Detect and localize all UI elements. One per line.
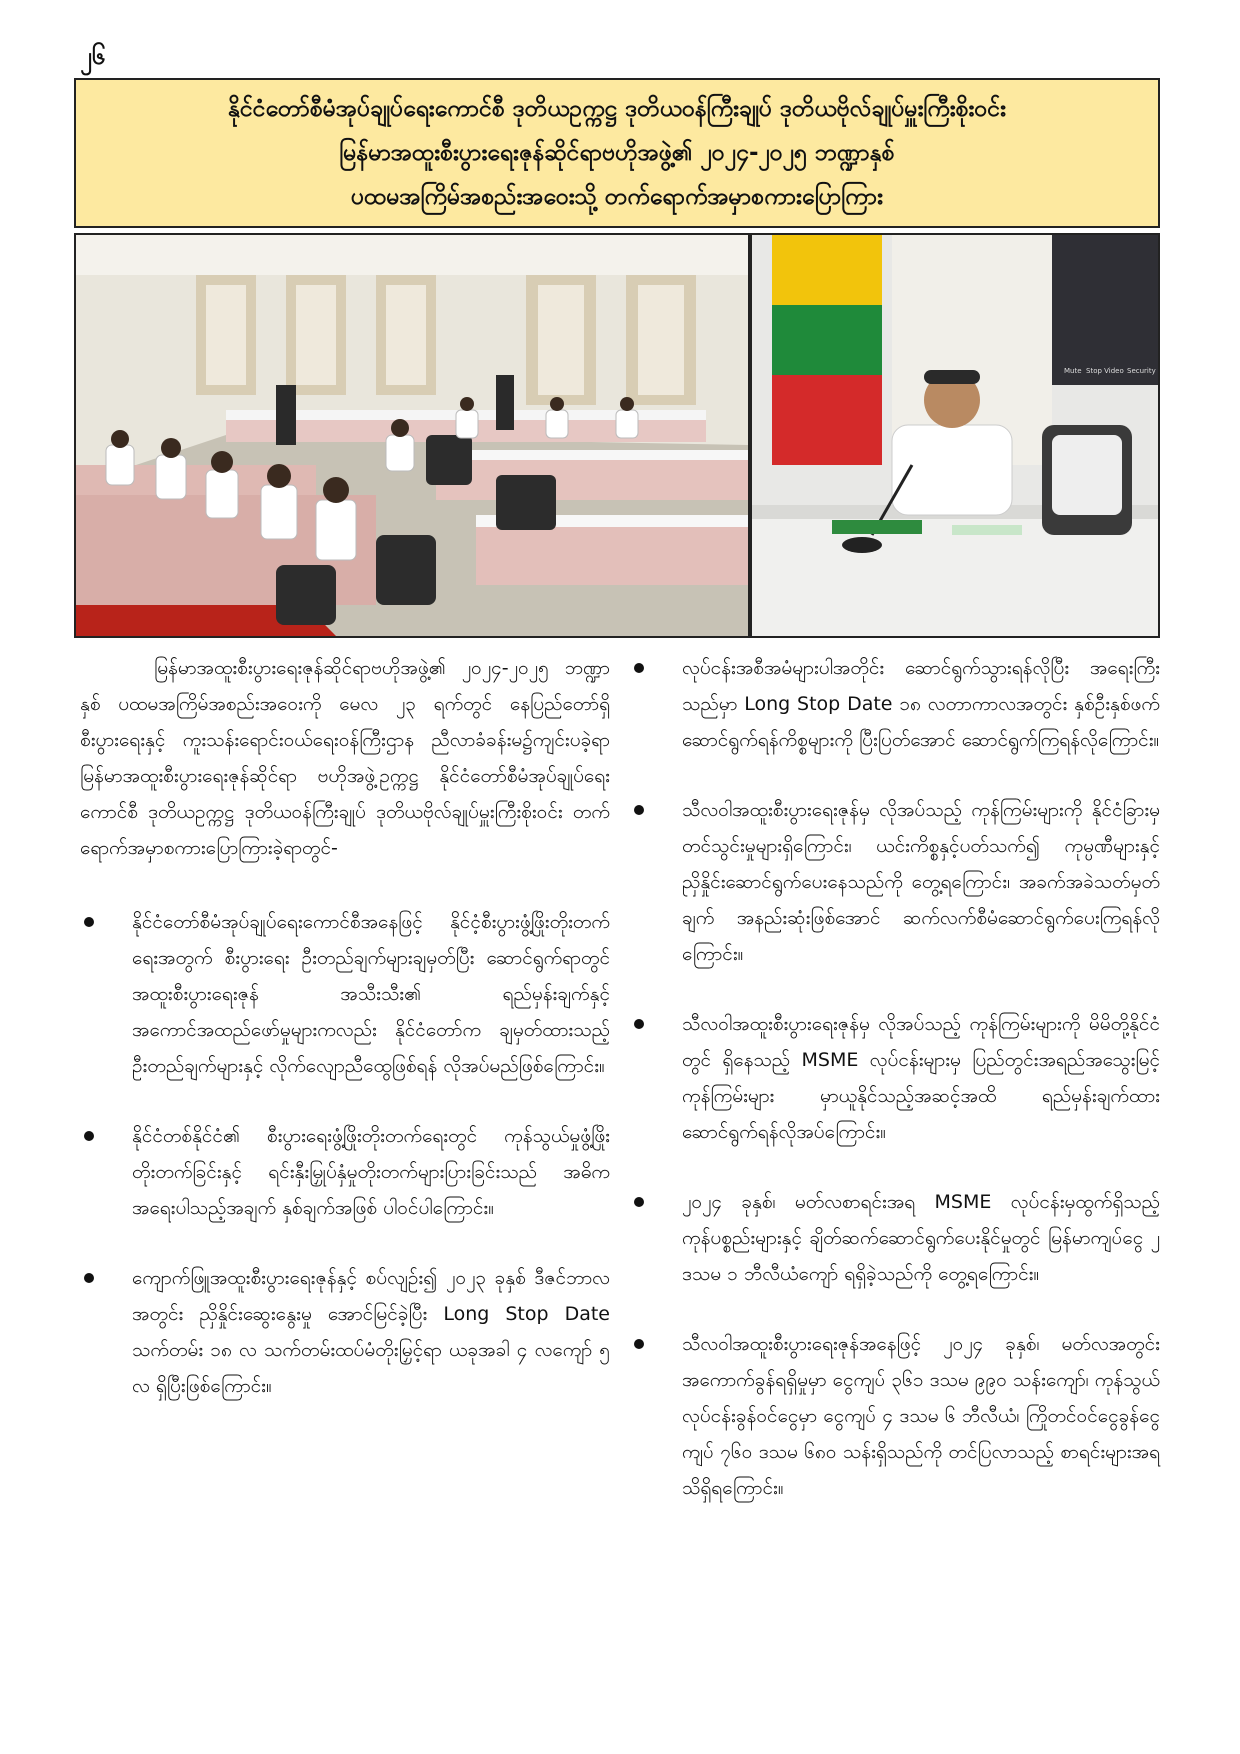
bullet-text: သီလဝါအထူးစီးပွားရေးဇုန်မှ လိုအပ်သည့် ကုန်ကြမ်းများကို နိုင်ငံခြားမှ တင်သွင်းမှုများရှိကြောင်း၊ ယင်းကိစ္စနှင့်ပတ်သက်၍ ကုမ္ပဏီများနှင့် ညှိနှိုင်းဆောင်ရွက်ပေးနေသည်ကို တွေ့ရကြောင်း၊ အခက်အခဲသတ်မှတ်ချက် အနည်းဆုံးဖြစ်အောင် ဆက်လက်စီမံဆောင်ရွက်ပေးကြရန်လိုကြောင်း။ (682, 799, 1160, 965)
headline-line-3: ပထမအကြိမ်အစည်းအဝေးသို့ တက်ရောက်အမှာစကားပြောကြား (351, 184, 883, 210)
speaker-at-podium-photo (752, 235, 1158, 636)
photo-strip (74, 233, 1160, 638)
left-column (80, 650, 610, 1438)
bullet-icon (84, 1273, 94, 1283)
meeting-hall-photo (76, 235, 748, 636)
list-item (630, 1184, 1160, 1292)
list-item (630, 650, 1160, 758)
bullet-icon (634, 1339, 644, 1349)
headline-line-2: မြန်မာအထူးစီးပွားရေးဇုန်ဆိုင်ရာဗဟိုအဖွဲ့၏ ၂၀၂၄-၂၀၂၅ ဘဏ္ဍာနှစ် (339, 140, 895, 166)
list-item (630, 792, 1160, 972)
headline-line-1: နိုင်ငံတော်စီမံအုပ်ချုပ်ရေးကောင်စီ ဒုတိယဥက္ကဋ္ဌ ဒုတိယဝန်ကြီးချုပ် ဒုတိယဗိုလ်ချုပ်မှူးကြီးစိုးဝင်း (228, 96, 1006, 122)
bullet-icon (634, 805, 644, 815)
bullet-icon (84, 1131, 94, 1141)
bullet-text: နိုင်ငံတစ်နိုင်ငံ၏ စီးပွားရေးဖွံ့ဖြိုးတိုးတက်ရေးတွင် ကုန်သွယ်မှုဖွံ့ဖြိုးတိုးတက်ခြင်းနှင့် ရင်းနှီးမြှုပ်နှံမှုတိုးတက်များပြားခြင်းသည် အဓိကအရေးပါသည့်အချက် နှစ်ချက်အဖြစ် ပါဝင်ပါကြောင်း။ (132, 1125, 610, 1219)
headline-box (74, 78, 1160, 228)
list-item (630, 1006, 1160, 1150)
list-item (80, 1118, 610, 1226)
meeting-hall-illustration (76, 235, 748, 636)
bullet-icon (634, 663, 644, 673)
list-item (630, 1326, 1160, 1506)
bullet-text: သီလဝါအထူးစီးပွားရေးဇုန်မှ လိုအပ်သည့် ကုန်ကြမ်းများကို မိမိတို့နိုင်ငံတွင် ရှိနေသည့် MSME လုပ်ငန်းများမှ ပြည်တွင်းအရည်အသွေးမြင့် ကုန်ကြမ်းများ မှာယူနိုင်သည့်အဆင့်အထိ ရည်မှန်းချက်ထား ဆောင်ရွက်ရန်လိုအပ်ကြောင်း။ (682, 1013, 1160, 1143)
speaker-illustration (752, 235, 1158, 636)
screen-label-security: Security (1127, 367, 1156, 375)
bullet-text: ကျောက်ဖြူအထူးစီးပွားရေးဇုန်နှင့် စပ်လျဉ်း၍ ၂၀၂၃ ခုနှစ် ဒီဇင်ဘာလအတွင်း ညှိနှိုင်းဆွေးနွေးမှု အောင်မြင်ခဲ့ပြီး Long Stop Date သက်တမ်း ၁၈ လ သက်တမ်းထပ်မံတိုးမြှင့်ရာ ယခုအခါ ၄ လကျော် ၅ လ ရှိပြီးဖြစ်ကြောင်း။ (132, 1267, 610, 1397)
bullet-text: လုပ်ငန်းအစီအမံများပါအတိုင်း ဆောင်ရွက်သွားရန်လိုပြီး အရေးကြီးသည်မှာ Long Stop Date ၁၈ လတာကာလအတွင်း နှစ်ဦးနှစ်ဖက်ဆောင်ရွက်ရန်ကိစ္စများကို ပြီးပြတ်အောင် ဆောင်ရွက်ကြရန်လိုကြောင်း။ (682, 657, 1160, 751)
right-bullet-list (630, 650, 1160, 1506)
right-column (630, 650, 1160, 1540)
list-item (80, 1260, 610, 1404)
bullet-icon (634, 1019, 644, 1029)
bullet-text: သီလဝါအထူးစီးပွားရေးဇုန်အနေဖြင့် ၂၀၂၄ ခုနှစ်၊ မတ်လအတွင်း အကောက်ခွန်ရရှိမှုမှာ ငွေကျပ် ၃၆၁ ဒသမ ၉၉၀ သန်းကျော်၊ ကုန်သွယ်လုပ်ငန်းခွန်ဝင်ငွေမှာ ငွေကျပ် ၄ ဒသမ ၆ ဘီလီယံ၊ ကြိုတင်ဝင်ငွေခွန်ငွေကျပ် ၇၆၀ ဒသမ ၆၈၀ သန်းရှိသည်ကို တင်ပြလာသည့် စာရင်းများအရ သိရှိရကြောင်း။ (682, 1333, 1160, 1499)
screen-label-stop-video: Stop Video (1086, 367, 1124, 375)
left-bullet-list (80, 904, 610, 1404)
lead-paragraph: မြန်မာအထူးစီးပွားရေးဇုန်ဆိုင်ရာဗဟိုအဖွဲ့၏ ၂၀၂၄-၂၀၂၅ ဘဏ္ဍာနှစ် ပထမအကြိမ်အစည်းအဝေးကို မေလ ၂၃ ရက်တွင် နေပြည်တော်ရှိ စီးပွားရေးနှင့် ကူးသန်းရောင်းဝယ်ရေးဝန်ကြီးဌာန ညီလာခံခန်းမ၌ကျင်းပခဲ့ရာ မြန်မာအထူးစီးပွားရေးဇုန်ဆိုင်ရာ ဗဟိုအဖွဲ့ဥက္ကဋ္ဌ နိုင်ငံတော်စီမံအုပ်ချုပ်ရေးကောင်စီ ဒုတိယဥက္ကဋ္ဌ ဒုတိယဝန်ကြီးချုပ် ဒုတိယဗိုလ်ချုပ်မှူးကြီးစိုးဝင်း တက်ရောက်အမှာစကားပြောကြားခဲ့ရာတွင်- (80, 657, 610, 859)
list-item (80, 904, 610, 1084)
screen-label-mute: Mute (1064, 367, 1082, 375)
bullet-icon (84, 917, 94, 927)
bullet-text: နိုင်ငံတော်စီမံအုပ်ချုပ်ရေးကောင်စီအနေဖြင့် နိုင်ငံ့စီးပွားဖွံ့ဖြိုးတိုးတက်ရေးအတွက် စီးပွားရေး ဦးတည်ချက်များချမှတ်ပြီး ဆောင်ရွက်ရာတွင် အထူးစီးပွားရေးဇုန် အသီးသီး၏ ရည်မှန်းချက်နှင့် အကောင်အထည်ဖော်မှုများကလည်း နိုင်ငံတော်က ချမှတ်ထားသည့် ဦးတည်ချက်များနှင့် လိုက်လျောညီထွေဖြစ်ရန် လိုအပ်မည်ဖြစ်ကြောင်း။ (132, 911, 610, 1077)
page-number: ၂၆ (80, 42, 106, 70)
bullet-text: ၂၀၂၄ ခုနှစ်၊ မတ်လစာရင်းအရ MSME လုပ်ငန်းမှထွက်ရှိသည့် ကုန်ပစ္စည်းများနှင့် ချိတ်ဆက်ဆောင်ရွက်ပေးနိုင်မှုတွင် မြန်မာကျပ်ငွေ ၂ ဒသမ ၁ ဘီလီယံကျော် ရရှိခဲ့သည်ကို တွေ့ရကြောင်း။ (682, 1191, 1160, 1285)
bullet-icon (634, 1197, 644, 1207)
